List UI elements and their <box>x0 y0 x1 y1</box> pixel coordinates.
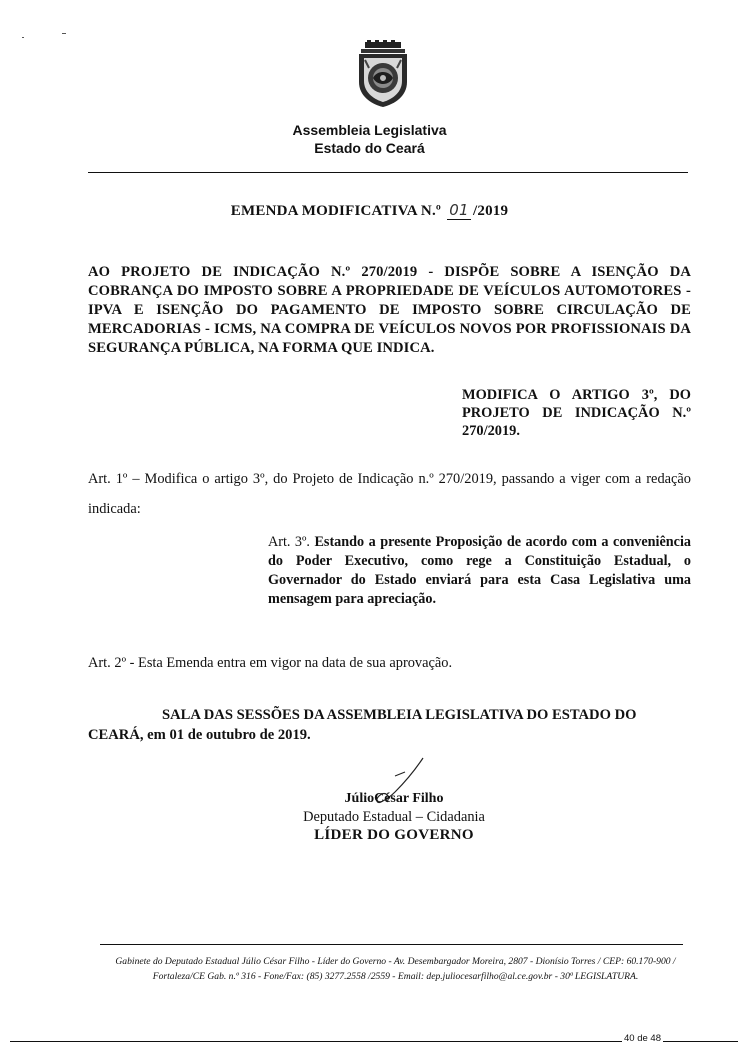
footer-line-2: Fortaleza/CE Gab. n.º 316 - Fone/Fax: (85) 3277.2558 /2559 - Email: dep.juliocesarfilho@al.ce.gov.br - 30ª LEGISLATURA. <box>152 971 639 982</box>
modifica-note: MODIFICA O ARTIGO 3º, DO PROJETO DE INDICAÇÃO N.º 270/2019. <box>462 387 691 439</box>
title-suffix: /2019 <box>473 203 509 219</box>
state-coat-of-arms-icon <box>355 40 411 108</box>
signer-name: JúlioCésar Filho <box>344 791 444 806</box>
article-3-label: Art. 3º. <box>268 534 310 550</box>
page-number: 40 de 48 <box>624 1033 661 1044</box>
signer-role: Deputado Estadual – Cidadania <box>303 809 485 825</box>
footer-line-1: Gabinete do Deputado Estadual Júlio César Filho - Líder do Governo - Av. Desembargador Moreira, 2807 - Dionísio Torres / CEP: 60.170-900 / <box>115 956 676 967</box>
document-title <box>0 201 739 220</box>
institution-name: Assembleia Legislativa <box>292 122 447 138</box>
scan-specks <box>20 25 80 45</box>
article-1: Art. 1º – Modifica o artigo 3º, do Projeto de Indicação n.º 270/2019, passando a viger com a redação indicada: <box>88 471 691 517</box>
office-footer <box>88 954 703 984</box>
signature-block <box>240 790 548 844</box>
footer-divider <box>100 944 683 945</box>
institution-state: Estado do Ceará <box>314 140 425 156</box>
header-divider <box>88 172 688 173</box>
ementa-paragraph: AO PROJETO DE INDICAÇÃO N.º 270/2019 - DISPÕE SOBRE A ISENÇÃO DA COBRANÇA DO IMPOSTO SOBRE A PROPRIEDADE DE VEÍCULOS AUTOMOTORES - IPVA E ISENÇÃO DO PAGAMENTO DE IMPOSTO SOBRE CIRCULAÇÃO DE MERCADORIAS - ICMS, NA COMPRA DE VEÍCULOS NOVOS POR PROFISSIONAIS DA SEGURANÇA PÚBLICA, NA FORMA QUE INDICA. <box>88 264 691 356</box>
article-3-quote <box>268 533 691 609</box>
institution-header <box>0 121 739 157</box>
title-prefix: EMENDA MODIFICATIVA N.º <box>230 203 442 219</box>
article-2: Art. 2º - Esta Emenda entra em vigor na data de sua aprovação. <box>88 655 453 671</box>
session-room-date: SALA DAS SESSÕES DA ASSEMBLEIA LEGISLATIVA DO ESTADO DO CEARÁ, em 01 de outubro de 2019. <box>88 707 637 743</box>
signer-title: LÍDER DO GOVERNO <box>314 827 474 843</box>
article-3-text: Estando a presente Proposição de acordo com a conveniência do Poder Executivo, como rege a Constituição Estadual, o Governador do Estado enviará para esta Casa Legislativa uma mensagem para apreciação. <box>268 534 692 607</box>
amendment-number: 01 <box>447 201 471 220</box>
